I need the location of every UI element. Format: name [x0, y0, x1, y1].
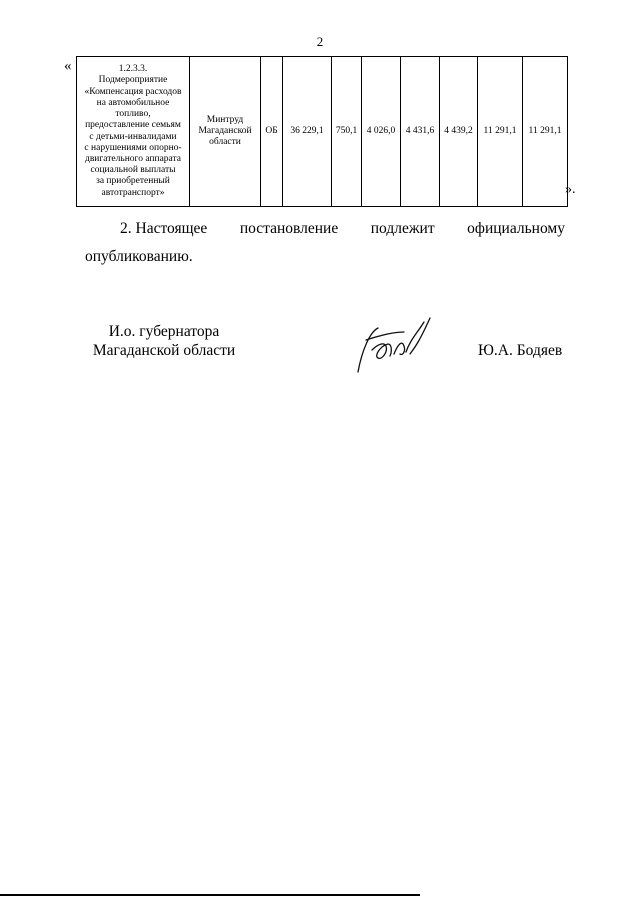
executor-line: Магаданской	[198, 125, 252, 136]
paragraph-word: подлежит	[370, 220, 435, 237]
name-line: с нарушениями опорно-	[84, 142, 182, 153]
executor-cell	[190, 57, 261, 207]
activity-name-cell	[77, 57, 190, 207]
value-cell: 750,1	[332, 57, 362, 207]
executor-line: Минтруд	[206, 114, 244, 125]
value-cell: 11 291,1	[523, 57, 568, 207]
value-cell-total: 36 229,1	[283, 57, 332, 207]
signatory-name: Ю.А. Бодяев	[478, 342, 563, 359]
name-line: автотранспорт»	[101, 187, 165, 198]
name-line: «Компенсация расходов	[84, 86, 182, 97]
name-line: на автомобильное	[96, 97, 170, 108]
name-line: с детьми-инвалидами	[89, 131, 177, 142]
name-line: предоставление семьям	[85, 120, 181, 131]
name-line: социальной выплаты	[90, 165, 176, 176]
quote-open-mark: «	[64, 58, 72, 74]
quote-close-mark: ».	[565, 182, 576, 197]
paragraph-line: опубликованию.	[85, 248, 193, 265]
name-line: Подмероприятие	[98, 75, 168, 86]
page-number: 2	[316, 34, 324, 49]
value-cell: 4 026,0	[362, 57, 401, 207]
signatory-title-line: И.о. губернатора	[108, 323, 220, 340]
name-line: 1.2.3.3.	[118, 64, 148, 75]
name-line: двигательного аппарата	[84, 153, 181, 164]
name-line: топливо,	[115, 109, 151, 120]
value-cell: 4 431,6	[401, 57, 440, 207]
publication-paragraph	[85, 219, 565, 267]
paragraph-word: постановление	[239, 220, 339, 237]
program-table	[76, 56, 568, 207]
executor-line: области	[209, 137, 241, 148]
funding-source-cell: ОБ	[261, 57, 283, 207]
paragraph-line	[85, 219, 565, 239]
paragraph-word: официальному	[467, 220, 565, 237]
table-row	[77, 57, 568, 207]
handwritten-signature	[348, 310, 438, 380]
value-cell: 11 291,1	[478, 57, 523, 207]
name-line: за приобретенный	[96, 176, 170, 187]
signatory-title-line: Магаданской области	[92, 342, 236, 359]
scan-bottom-line	[0, 894, 420, 896]
paragraph-word: 2. Настоящее	[120, 220, 208, 237]
signatory-title	[84, 322, 244, 360]
value-cell: 4 439,2	[440, 57, 478, 207]
